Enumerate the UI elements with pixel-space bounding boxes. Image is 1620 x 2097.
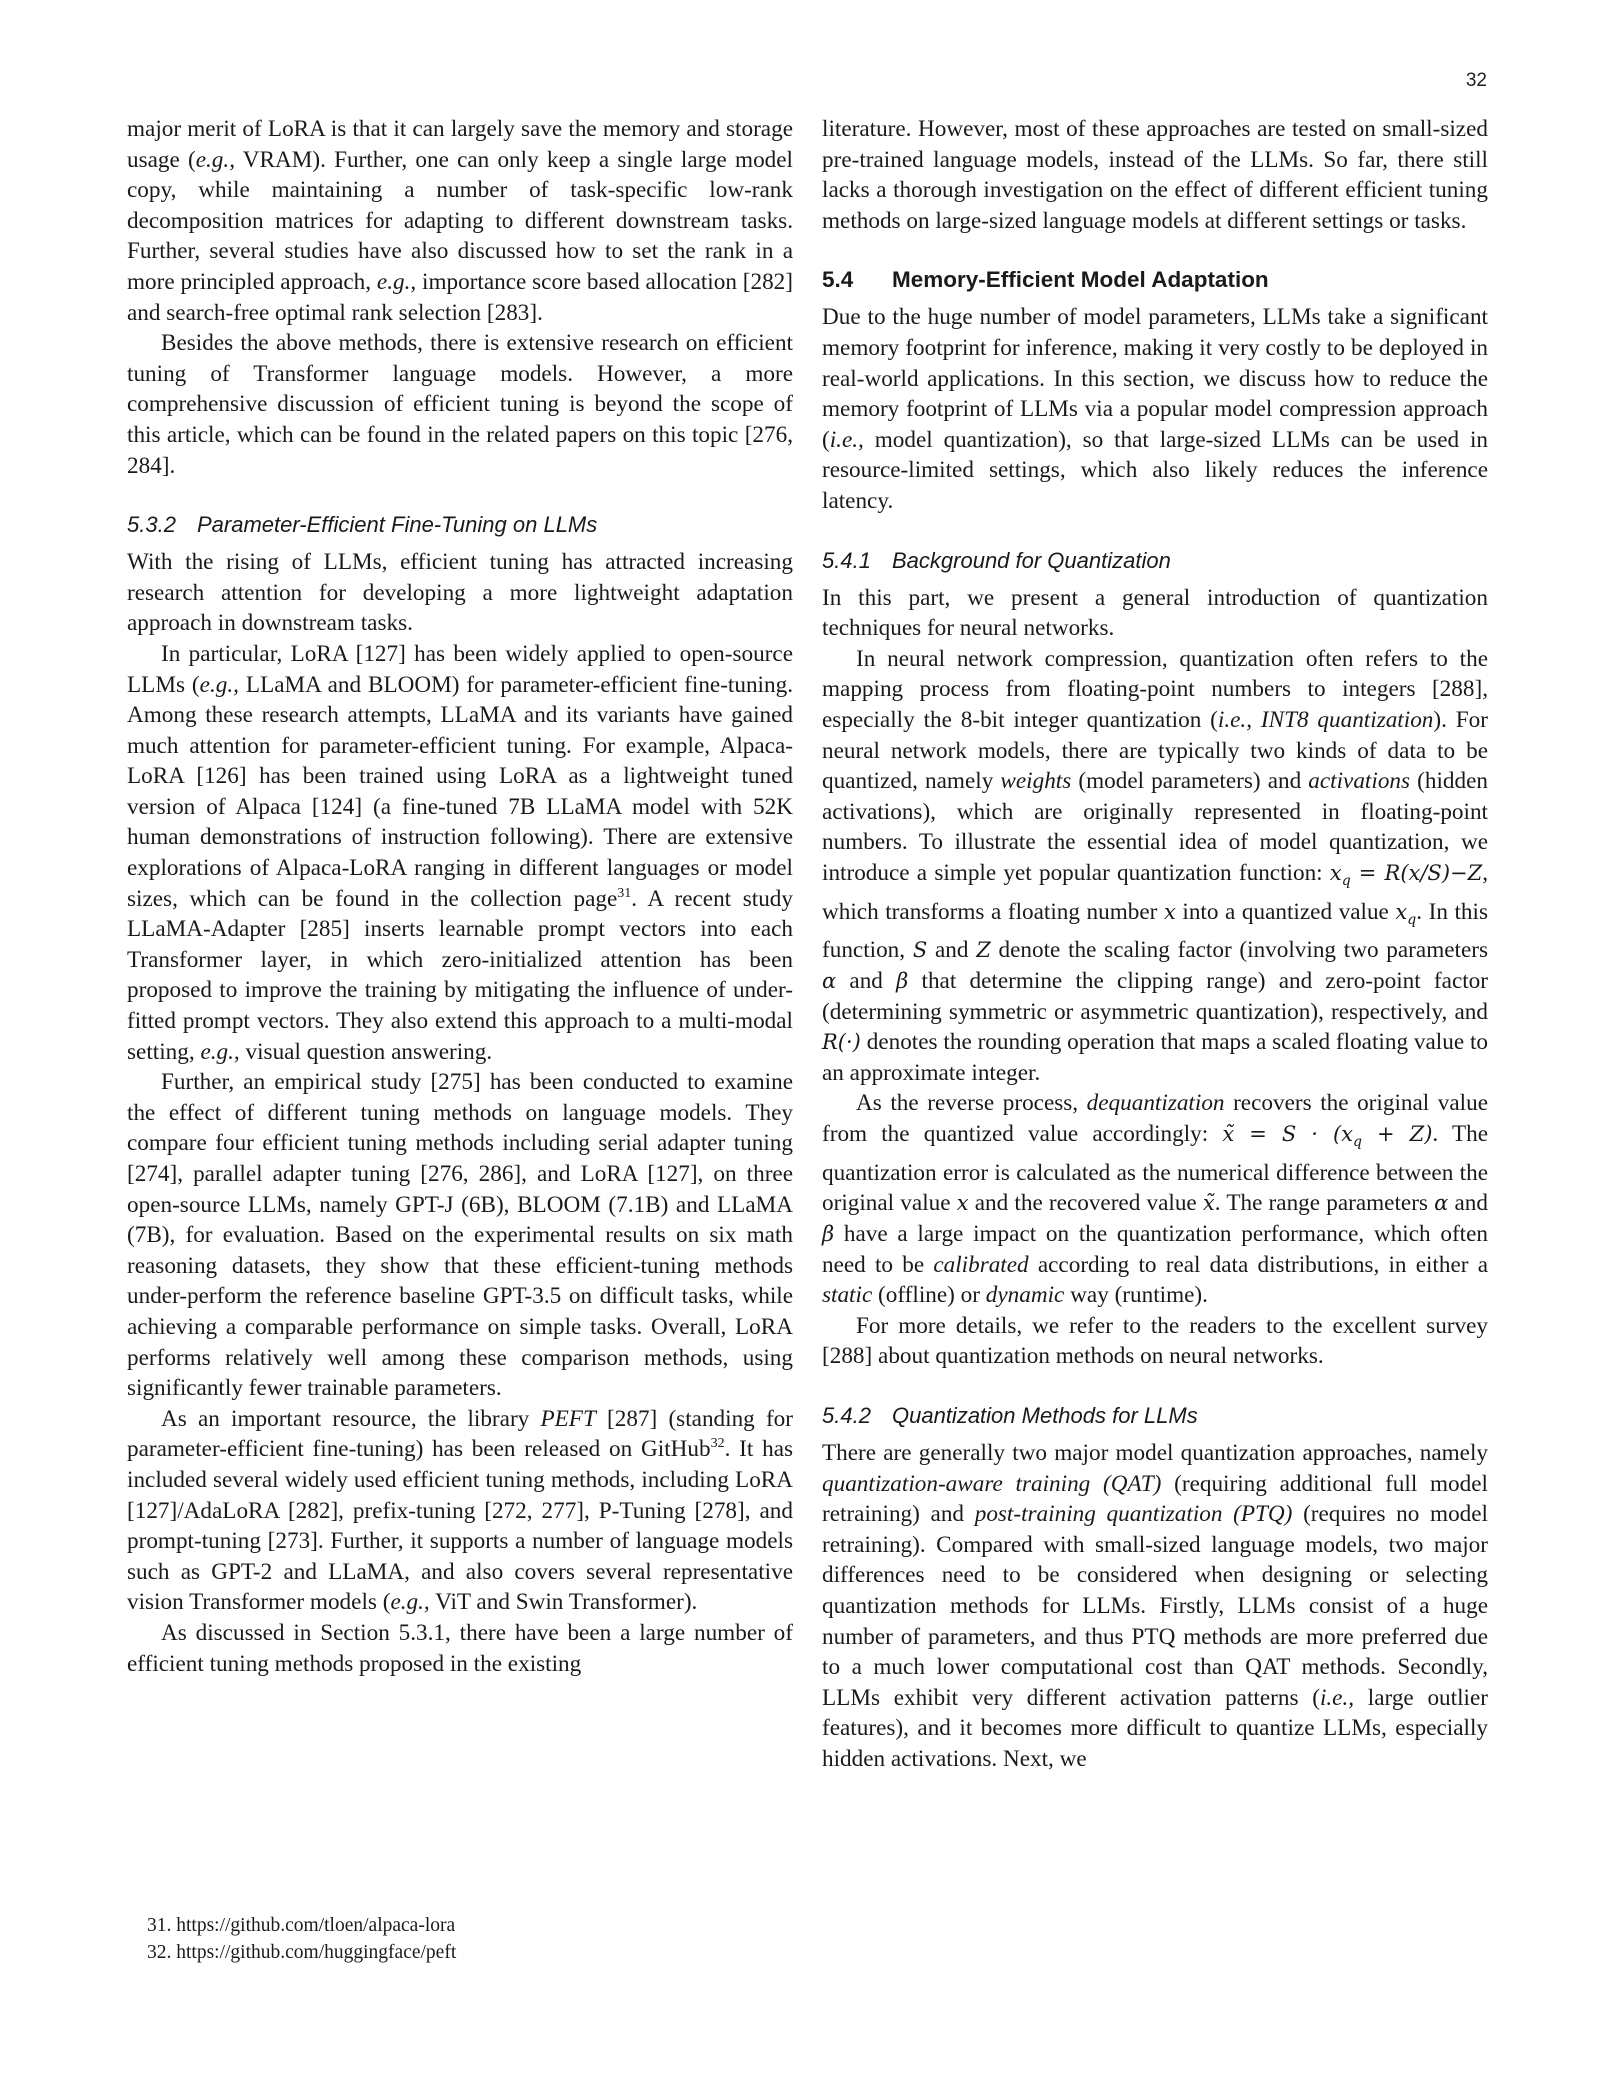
- section-title: Parameter-Efficient Fine-Tuning on LLMs: [197, 512, 598, 538]
- text: importance score based allocation [282] and search-free optimal rank selection [283].: [127, 268, 793, 326]
- text-italic: quantization-aware training (QAT): [822, 1470, 1162, 1497]
- heading-5-4-2: [822, 1402, 1488, 1430]
- paragraph-lora-merit: [127, 114, 793, 328]
- page-number: 32: [1465, 70, 1487, 91]
- heading-5-4: [822, 266, 1488, 294]
- footnote-31: [147, 1912, 456, 1939]
- text-italic: PEFT: [540, 1405, 596, 1432]
- paragraph-quantization-approaches: [822, 1438, 1488, 1775]
- math-rounding: R(·): [822, 1030, 861, 1055]
- text: Due to the huge number of model parameters, LLMs take a significant memory footprint for inference, making it very costly to be deployed in real-world applications. In this section, we discuss how to reduce the memory footprint of LLMs via a popular model compression approach (: [822, 304, 1488, 453]
- right-column: [822, 114, 1488, 1774]
- footnote-32: [147, 1939, 456, 1966]
- text: As the reverse process,: [856, 1090, 1087, 1117]
- math-x: x: [1395, 899, 1408, 924]
- paragraph-dequantization: [822, 1088, 1488, 1310]
- math-x: x: [956, 1191, 969, 1216]
- text: As an important resource, the library: [161, 1405, 541, 1432]
- section-title: Quantization Methods for LLMs: [892, 1402, 1198, 1428]
- text: . A recent study LLaMA-Adapter [285] inserts learnable prompt vectors into each Transformer layer, in which zero-initialized attention has been proposed to improve the training by mitigating the influence of under-fitted prompt vectors. They also extend this approach to a multi-modal setting,: [127, 885, 793, 1065]
- text-italic: calibrated: [933, 1251, 1029, 1278]
- text: and: [1448, 1190, 1488, 1217]
- text: and: [927, 937, 977, 964]
- math-beta: β: [896, 969, 909, 994]
- text: (model parameters) and: [1071, 768, 1309, 795]
- text: model quantization), so that large-sized LLMs can be used in resource-limited settings, which also likely reduces the inference latency.: [822, 426, 1488, 514]
- math-x-tilde: x̃: [1202, 1191, 1215, 1216]
- paragraph-empirical-study: Further, an empirical study [275] has been conducted to examine the effect of different tuning methods on language models. They compare four efficient tuning methods including serial adapter tuning [274], parallel adapter tuning [276, 286], and LoRA [127], on three open-source LLMs, namely GPT-J (6B), BLOOM (7.1B) and LLaMA (7B), for evaluation. Based on the experimental results on six math reasoning datasets, they show that these efficient-tuning methods under-perform the reference baseline GPT-3.5 on difficult tasks, while achieving a comparable performance on simple tasks. Overall, LoRA performs relatively well among these comparison methods, using significantly fewer trainable parameters.: [127, 1069, 793, 1402]
- text-italic: e.g.,: [199, 671, 239, 698]
- left-column: [127, 114, 793, 1679]
- math-beta: β: [822, 1221, 835, 1246]
- text-italic: activations: [1308, 768, 1411, 795]
- heading-5-3-2: [127, 511, 793, 539]
- text: [287] (standing for parameter-efficient fine-tuning) has been released on GitHub: [127, 1405, 793, 1463]
- footnote-ref-32[interactable]: 32: [710, 1436, 725, 1452]
- text: . In this function,: [822, 898, 1488, 964]
- text-italic: e.g.,: [390, 1589, 430, 1616]
- text-italic: i.e.,: [1319, 1684, 1355, 1711]
- text: . The quantization error is calculated as the numerical difference between the original value: [822, 1121, 1488, 1217]
- text-italic: post-training quantization (PTQ): [974, 1501, 1293, 1528]
- paragraph-as-discussed: As discussed in Section 5.3.1, there have been a large number of efficient tuning methods proposed in the existing: [127, 1619, 793, 1677]
- section-title: Background for Quantization: [892, 547, 1171, 573]
- paragraph-besides: Besides the above methods, there is extensive research on efficient tuning of Transformer language models. However, a more comprehensive discussion of efficient tuning is beyond the scope of this article, which can be found in the related papers on this topic [276, 284].: [127, 330, 793, 479]
- text-italic: static: [822, 1282, 873, 1309]
- text-italic: dequantization: [1086, 1090, 1225, 1117]
- math-alpha: α: [822, 969, 837, 994]
- section-number: 5.4.2: [822, 1402, 871, 1428]
- text: and: [836, 968, 897, 995]
- footnote-ref-31[interactable]: 31: [617, 885, 632, 901]
- text: . The range parameters: [1214, 1190, 1435, 1217]
- footnote-number: 32.: [147, 1942, 172, 1963]
- text: according to real data distributions, in either a: [1028, 1251, 1488, 1278]
- text: (offline) or: [872, 1282, 986, 1309]
- text: (requiring additional full model retraining) and: [822, 1470, 1488, 1528]
- math-xq: [1395, 899, 1417, 928]
- paragraph-rising: With the rising of LLMs, efficient tuning has attracted increasing research attention for developing a more lightweight adaptation approach in downstream tasks.: [127, 549, 793, 637]
- math-S: S: [912, 938, 928, 963]
- text: LLaMA and BLOOM) for parameter-efficient fine-tuning. Among these research attempts, LLaMA and its variants have gained much attention for parameter-efficient tuning. For example, Alpaca-LoRA [126] has been trained using LoRA as a lightweight tuned version of Alpaca [124] (a fine-tuned 7B LLaMA model with 52K human demonstrations of instruction following). There are extensive explorations of Alpaca-LoRA ranging in different languages or model sizes, which can be found in the collection page: [127, 671, 793, 912]
- math-dequantization-function: x̃ = $S \cdot (x_q + Z)$: [1222, 1122, 1433, 1151]
- math-subscript: q: [1407, 911, 1417, 928]
- paragraph-peft: [127, 1404, 793, 1618]
- text: that determine the clipping range) and zero-point factor (determining symmetric or asymmetric quantization), respectively, and: [822, 968, 1488, 1025]
- math-alpha: α: [1434, 1191, 1449, 1216]
- math-quantization-function: $x_q = R(x/S)-Z$: [1329, 860, 1483, 890]
- text: recovers the original value from the quantized value accordingly:: [822, 1090, 1488, 1147]
- text-italic: e.g.,: [195, 146, 235, 173]
- footnote-number: 31.: [147, 1915, 172, 1936]
- footnotes: [147, 1912, 456, 1966]
- paragraph-literature: literature. However, most of these approaches are tested on small-sized pre-trained language models, instead of the LLMs. So far, there still lacks a thorough investigation on the effect of different efficient tuning methods on large-sized language models at different settings or tasks.: [822, 116, 1488, 234]
- section-title: Memory-Efficient Model Adaptation: [892, 267, 1269, 293]
- paragraph-memory-footprint: [822, 302, 1488, 516]
- text-italic: e.g.,: [200, 1038, 240, 1065]
- text-italic: e.g.,: [376, 268, 417, 295]
- text-italic: i.e., INT8 quantization: [1217, 706, 1434, 733]
- text-italic: weights: [1000, 768, 1072, 795]
- heading-5-4-1: [822, 547, 1488, 575]
- section-number: 5.3.2: [127, 512, 176, 538]
- text: ). For neural network models, there are typically two kinds of data to be quantized, namely: [822, 706, 1488, 795]
- math-x: x: [1163, 899, 1176, 924]
- text: denotes the rounding operation that maps a scaled floating value to an approximate integer.: [822, 1029, 1488, 1086]
- text: way (runtime).: [1064, 1282, 1208, 1309]
- text: . It has included several widely used efficient tuning methods, including LoRA [127]/AdaLoRA [282], prefix-tuning [272, 277], P-Tuning [278], and prompt-tuning [273]. Further, it supports a number of language models such as GPT-2 and LLaMA, and also covers several representative vision Transformer models (: [127, 1436, 794, 1616]
- text: There are generally two major model quantization approaches, namely: [822, 1439, 1488, 1466]
- text: ViT and Swin Transformer).: [429, 1589, 698, 1616]
- text: and the recovered value: [968, 1190, 1203, 1217]
- paragraph-intro-quantization: In this part, we present a general introduction of quantization techniques for neural networks.: [822, 584, 1488, 642]
- text-italic: dynamic: [985, 1282, 1065, 1309]
- text: , which transforms a floating number: [822, 859, 1488, 925]
- text: denote the scaling factor (involving two parameters: [990, 937, 1488, 964]
- text: VRAM). Further, one can only keep a single large model copy, while maintaining a number of task-specific low-rank decomposition matrices for adapting to different downstream tasks. Further, several studies have also discussed how to set the rank in a more principled approach,: [127, 146, 793, 295]
- text: (hidden activations), which are originally represented in floating-point numbers. To illustrate the essential idea of model quantization, we introduce a simple yet popular quantization function:: [822, 768, 1488, 886]
- text: into a quantized value: [1175, 898, 1396, 925]
- footnote-link[interactable]: https://github.com/huggingface/peft: [176, 1942, 457, 1963]
- section-number: 5.4.1: [822, 547, 871, 573]
- paragraph-quantization-definition: [822, 644, 1488, 1089]
- footnote-link[interactable]: https://github.com/tloen/alpaca-lora: [176, 1915, 456, 1936]
- text: major merit of LoRA is that it can largely save the memory and storage usage (: [127, 116, 793, 173]
- text: In particular, LoRA [127] has been widely applied to open-source LLMs (: [127, 640, 793, 698]
- text: In neural network compression, quantization often refers to the mapping process from floating-point numbers to integers [288], especially the 8-bit integer quantization (: [822, 645, 1488, 733]
- text: large outlier features), and it becomes more difficult to quantize LLMs, especially hidden activations. Next, we: [822, 1684, 1488, 1772]
- paragraph-more-details: For more details, we refer to the readers to the excellent survey [288] about quantization methods on neural networks.: [822, 1312, 1488, 1370]
- text-italic: i.e.,: [829, 426, 864, 453]
- text: (requires no model retraining). Compared with small-sized language models, two major differences need to be considered when designing or selecting quantization methods for LLMs. Firstly, LLMs consist of a huge number of parameters, and thus PTQ methods are more preferred due to a much lower computational cost than QAT methods. Secondly, LLMs exhibit very different activation patterns (: [822, 1501, 1488, 1711]
- text: visual question answering.: [239, 1038, 493, 1065]
- text: have a large impact on the quantization performance, which often need to be: [822, 1220, 1488, 1278]
- math-Z: Z: [976, 938, 991, 963]
- section-number: 5.4: [822, 267, 854, 293]
- paragraph-lora-applied: [127, 639, 793, 1067]
